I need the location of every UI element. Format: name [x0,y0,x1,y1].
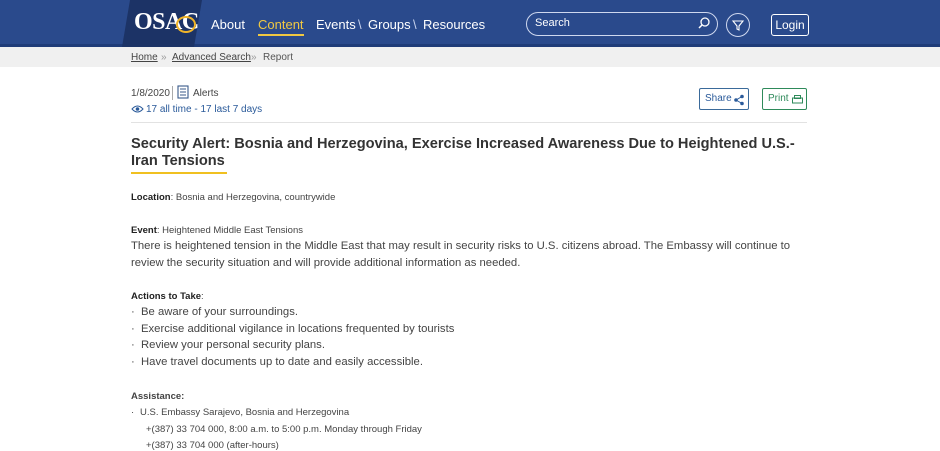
list-item-text: Exercise additional vigilance in locations frequented by tourists [141,323,455,335]
nav-separator: \ [358,17,362,32]
assistance-phone-after-hours: +(387) 33 704 000 (after-hours) [146,440,279,451]
filter-button[interactable] [726,13,750,37]
bullet-icon: · [131,407,135,418]
document-icon [177,85,189,99]
bullet-icon: · [131,306,135,318]
breadcrumb-home[interactable]: Home [131,52,158,63]
nav-resources[interactable]: Resources [423,17,486,32]
breadcrumb-chevron-icon: » [251,52,257,63]
nav-about[interactable]: About [211,17,245,32]
list-item [131,306,298,318]
event-line [131,225,303,236]
nav-groups[interactable]: Groups [368,17,411,32]
bullet-icon: · [131,323,135,335]
title-underline [131,172,227,174]
event-value: : Heightened Middle East Tensions [156,225,303,236]
actions-colon: : [201,291,204,302]
content-type[interactable]: Alerts [193,88,219,99]
nav-separator: \ [413,17,417,32]
print-label: Print [768,93,789,104]
filter-icon [727,14,749,36]
print-button[interactable] [762,88,807,110]
event-description: There is heightened tension in the Middle East that may result in security risks to U.S. citizens abroad. The Embassy will continue to review the security situation and will provide additional information as needed. [131,240,791,269]
logo-ring-icon [176,16,196,33]
breadcrumb-report: Report [263,52,294,63]
nav-events[interactable]: Events [316,17,356,32]
search-icon[interactable] [697,16,711,30]
list-item [131,339,325,351]
breadcrumb-advanced-search[interactable]: Advanced Search [172,52,251,63]
login-button[interactable]: Login [771,14,809,36]
share-icon [733,94,745,106]
list-item [131,323,454,335]
actions-label: Actions to Take [131,291,202,302]
search-input[interactable] [526,12,718,36]
bullet-icon: · [131,339,135,351]
assistance-embassy [131,407,349,418]
event-label: Event [131,225,157,236]
nav-content[interactable]: Content [258,17,304,32]
location-value: : Bosnia and Herzegovina, countrywide [170,192,336,203]
bullet-icon: · [131,356,135,368]
eye-icon [131,104,144,114]
list-item-text: Be aware of your surroundings. [141,306,298,318]
actions-line [131,291,204,302]
list-item [131,356,423,368]
site-logo[interactable]: OSAC [134,9,199,35]
print-icon [792,95,803,104]
share-label: Share [705,93,732,104]
share-button[interactable] [699,88,749,110]
assistance-phone: +(387) 33 704 000, 8:00 a.m. to 5:00 p.m. Monday through Friday [146,424,422,435]
publish-date: 1/8/2020 [131,88,170,99]
view-count: 17 all time - 17 last 7 days [146,104,263,115]
location-label: Location [131,192,171,203]
list-item-text: Have travel documents up to date and easily accessible. [141,356,423,368]
breadcrumb-chevron-icon: » [161,52,167,63]
assistance-embassy-text: U.S. Embassy Sarajevo, Bosnia and Herzegovina [140,407,350,418]
page-title: Security Alert: Bosnia and Herzegovina, Exercise Increased Awareness Due to Heightened U.S.-Iran Tensions [131,136,795,169]
list-item-text: Review your personal security plans. [141,339,325,351]
divider [131,122,807,123]
search-placeholder: Search [535,17,570,29]
meta-divider [172,86,173,100]
location-line [131,192,335,203]
assistance-label: Assistance: [131,391,185,402]
